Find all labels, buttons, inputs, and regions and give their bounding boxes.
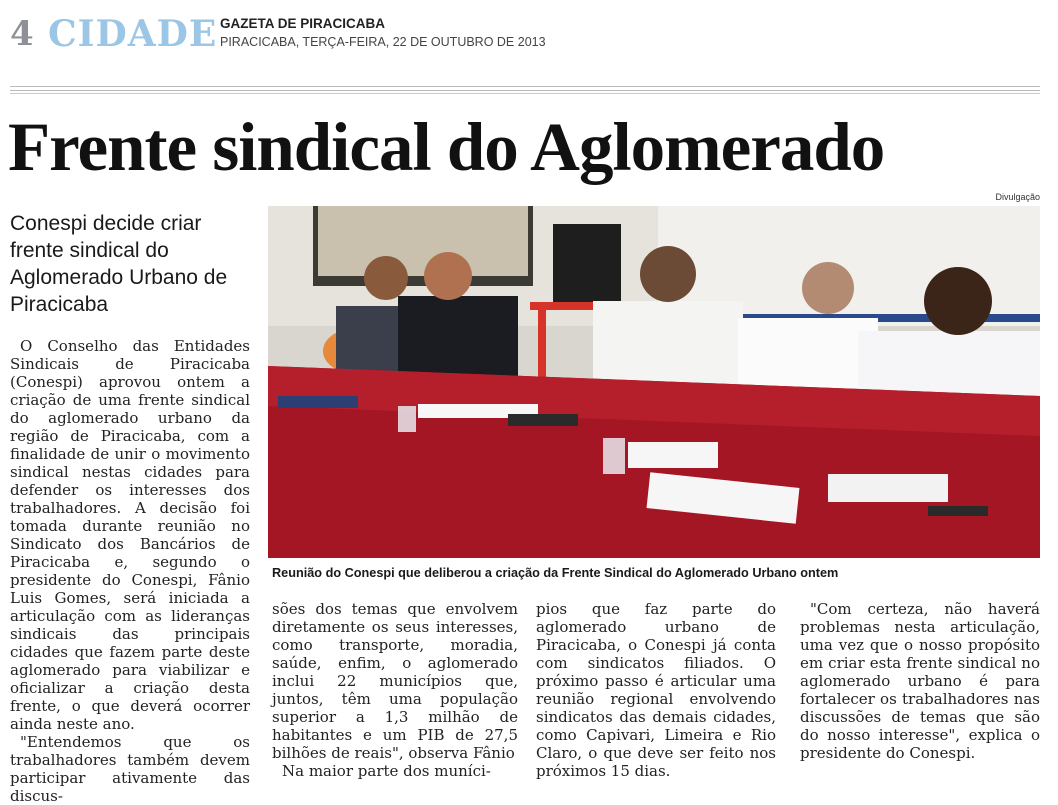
page-number: 4 bbox=[10, 14, 34, 54]
column-1-paragraph: "Entendemos que os trabalhadores também devem participar ativamente das discus- bbox=[10, 733, 250, 805]
publication-name: GAZETA DE PIRACICABA bbox=[220, 16, 385, 31]
headline: Frente sindical do Aglomerado bbox=[8, 109, 885, 185]
column-3-paragraph: pios que faz parte do aglomerado urbano de Piracicaba, o Conespi já conta com sindicatos filiados. O próximo passo é articular uma reunião regional envolvendo sindicatos das demais cidades, como Capivari, Limeira e Rio Claro, o que deve ser feito nos próximos 15 dias. bbox=[536, 600, 776, 780]
meeting-photo bbox=[268, 206, 1040, 558]
column-2-paragraph: Na maior parte dos muníci- bbox=[282, 762, 491, 780]
article-column-1 bbox=[10, 337, 250, 805]
meeting-photo-illustration bbox=[268, 206, 1040, 558]
header-rule bbox=[10, 86, 1040, 91]
header-rule-thin bbox=[10, 93, 1040, 94]
column-1-paragraph: O Conselho das Entidades Sindicais de Piracicaba (Conespi) aprovou ontem a criação de uma frente sindical do aglomerado urbano da região de Piracicaba, com a finalidade de unir o movimento sindical nestas cidades para defender os interesses dos trabalhadores. A decisão foi tomada durante reunião no Sindicato dos Bancários de Piracicaba e, segundo o presidente do Conespi, Fânio Luis Gomes, será iniciada a articulação com as lideranças sindicais das principais cidades que fazem parte deste aglomerado para viabilizar e oficializar a criação desta frente, o que deverá ocorrer ainda neste ano. bbox=[10, 337, 250, 733]
article-column-4 bbox=[800, 600, 1040, 762]
dateline: PIRACICABA, TERÇA-FEIRA, 22 DE OUTUBRO DE 2013 bbox=[220, 35, 546, 49]
photo-credit: Divulgação bbox=[995, 192, 1040, 202]
masthead bbox=[10, 14, 1050, 54]
column-2-paragraph: sões dos temas que envolvem diretamente os seus interesses, como transporte, moradia, saúde, enfim, o aglomerado inclui 22 municípios que, juntos, têm uma população superior a 1,3 milhão de habitantes e um PIB de 27,5 bilhões de reais", observa Fânio bbox=[272, 600, 518, 762]
column-4-paragraph: "Com certeza, não haverá problemas nesta articulação, uma vez que o nosso propósito em criar esta frente sindical no aglomerado urbano é para fortalecer os trabalhadores nas discussões de temas que são do nosso interesse", explica o presidente do Conespi. bbox=[800, 600, 1040, 762]
photo-caption: Reunião do Conespi que deliberou a criação da Frente Sindical do Aglomerado Urbano ontem bbox=[272, 566, 839, 580]
section-title: CIDADE bbox=[48, 13, 218, 55]
subheadline: Conespi decide criar frente sindical do Aglomerado Urbano de Piracicaba bbox=[10, 212, 228, 316]
article-column-3 bbox=[536, 600, 776, 780]
article-column-2 bbox=[272, 600, 518, 780]
